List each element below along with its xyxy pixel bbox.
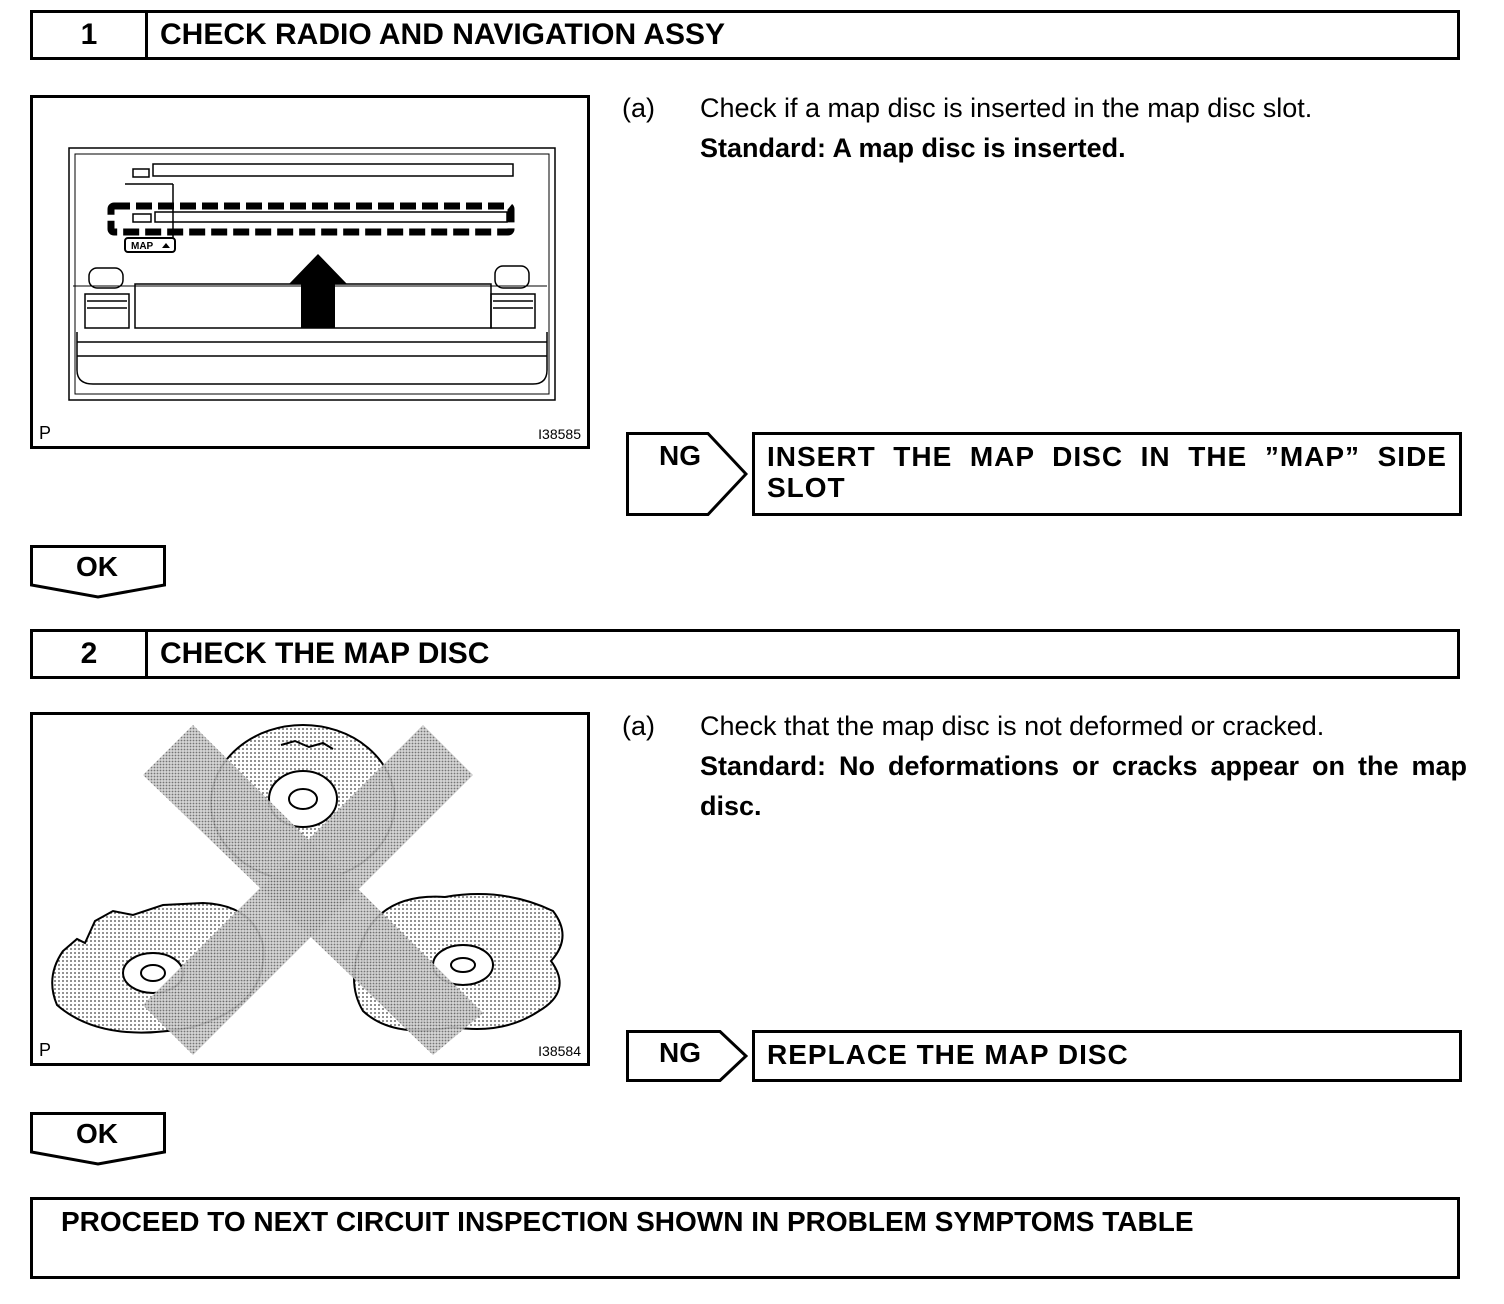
step-2-instruction [622,706,1467,826]
ng-label: NG [659,1037,701,1068]
ok-label: OK [76,1118,118,1149]
map-button-text: MAP [131,241,154,252]
step-2-header [30,629,1460,679]
standard-text: Standard: A map disc is inserted. [700,133,1126,163]
step-2-ng-action: REPLACE THE MAP DISC [752,1030,1462,1082]
step-2-ok-indicator [30,1112,166,1166]
step-1-ng-action: INSERT THE MAP DISC IN THE ”MAP” SIDE SLOT [752,432,1462,516]
step-2-ng-indicator [626,1030,748,1082]
radio-navigation-unit-map-slot-illustration [33,98,587,446]
step-1-ng-indicator [626,432,748,516]
step-1-instruction [622,88,1467,168]
item-label: (a) [622,93,655,123]
step-2-title: CHECK THE MAP DISC [160,637,490,670]
figure-corner-mark: P [39,1040,52,1060]
final-step-box: PROCEED TO NEXT CIRCUIT INSPECTION SHOWN IN PROBLEM SYMPTOMS TABLE [30,1197,1460,1279]
damaged-map-disc-crossed-out-illustration [33,715,587,1063]
step-1-ok-indicator [30,545,166,599]
figure-code: I38585 [538,426,581,442]
ok-label: OK [76,551,118,582]
step-1-number: 1 [33,13,148,57]
instruction-text: Check if a map disc is inserted in the map disc slot. [700,93,1313,123]
ng-label: NG [659,440,701,471]
step-1-header [30,10,1460,60]
figure-corner-mark: P [39,423,52,443]
figure-code: I38584 [538,1043,581,1059]
standard-text: Standard: No deformations or cracks appear on the map disc. [700,751,1467,821]
step-2-figure [30,712,590,1066]
step-1-title: CHECK RADIO AND NAVIGATION ASSY [160,18,726,51]
item-label: (a) [622,711,655,741]
step-2-number: 2 [33,632,148,676]
instruction-text: Check that the map disc is not deformed or cracked. [700,711,1325,741]
step-1-figure [30,95,590,449]
